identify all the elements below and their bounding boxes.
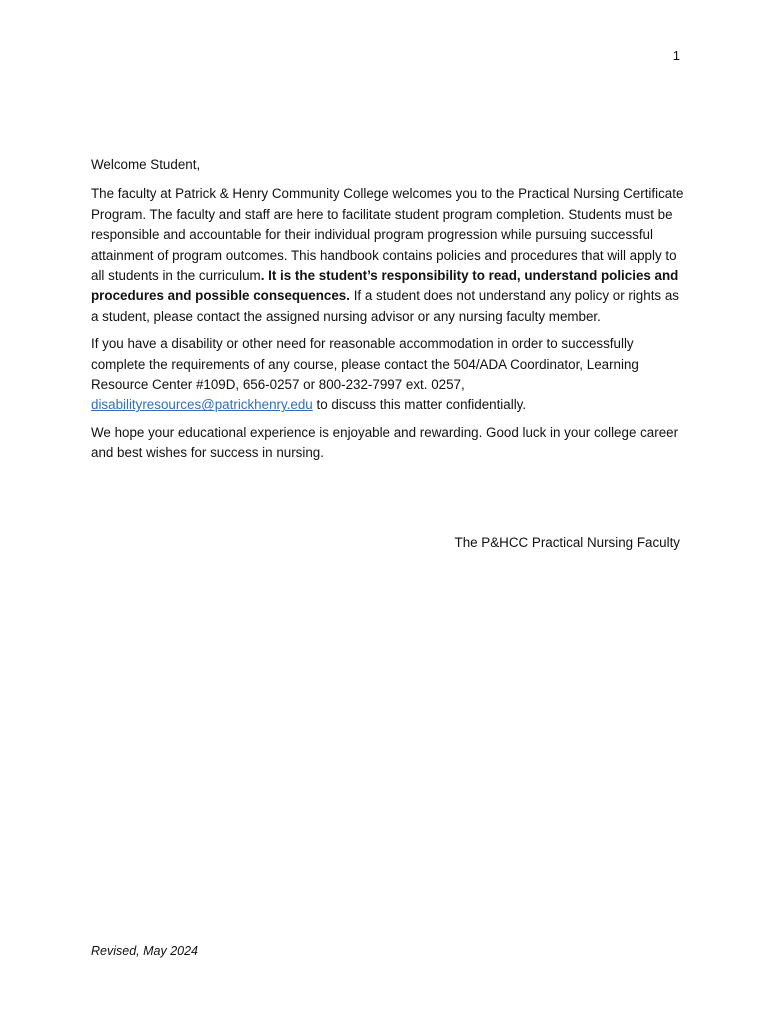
letter-body (91, 155, 687, 471)
responsibility-statement: . It is the student’s responsibility to read, understand policies and procedures and possible consequences. (91, 268, 679, 304)
page-number: 1 (672, 48, 680, 63)
accommodation-paragraph-tail: to discuss this matter confidentially. (312, 397, 527, 413)
welcome-paragraph-text: The faculty at Patrick & Henry Community College welcomes you to the Practical Nursing Certificate Program. The faculty and staff are here to facilitate student program completion. Students must be responsible and accountable for their individual program progression while pursuing successful attainment of program outcomes. This handbook contains policies and procedures that will apply to all students in the curriculum (91, 186, 684, 284)
accommodation-paragraph (91, 334, 687, 416)
accommodation-paragraph-text: If you have a disability or other need for reasonable accommodation in order to successfully complete the requirements of any course, please contact the 504/ADA Coordinator, Learning Resource Center #109D, 656-0257 or 800-232-7997 ext. 0257, (91, 336, 639, 393)
welcome-paragraph (91, 184, 687, 327)
disability-email-link[interactable]: disabilityresources@patrickhenry.edu (91, 397, 313, 413)
closing-paragraph: We hope your educational experience is enjoyable and rewarding. Good luck in your college career and best wishes for success in nursing. (91, 424, 679, 461)
signature: The P&HCC Practical Nursing Faculty (454, 535, 680, 550)
greeting: Welcome Student, (91, 157, 201, 172)
welcome-paragraph-tail: If a student does not understand any policy or rights as a student, please contact the assigned nursing advisor or any nursing faculty member. (91, 288, 679, 324)
revision-footer: Revised, May 2024 (91, 944, 199, 958)
